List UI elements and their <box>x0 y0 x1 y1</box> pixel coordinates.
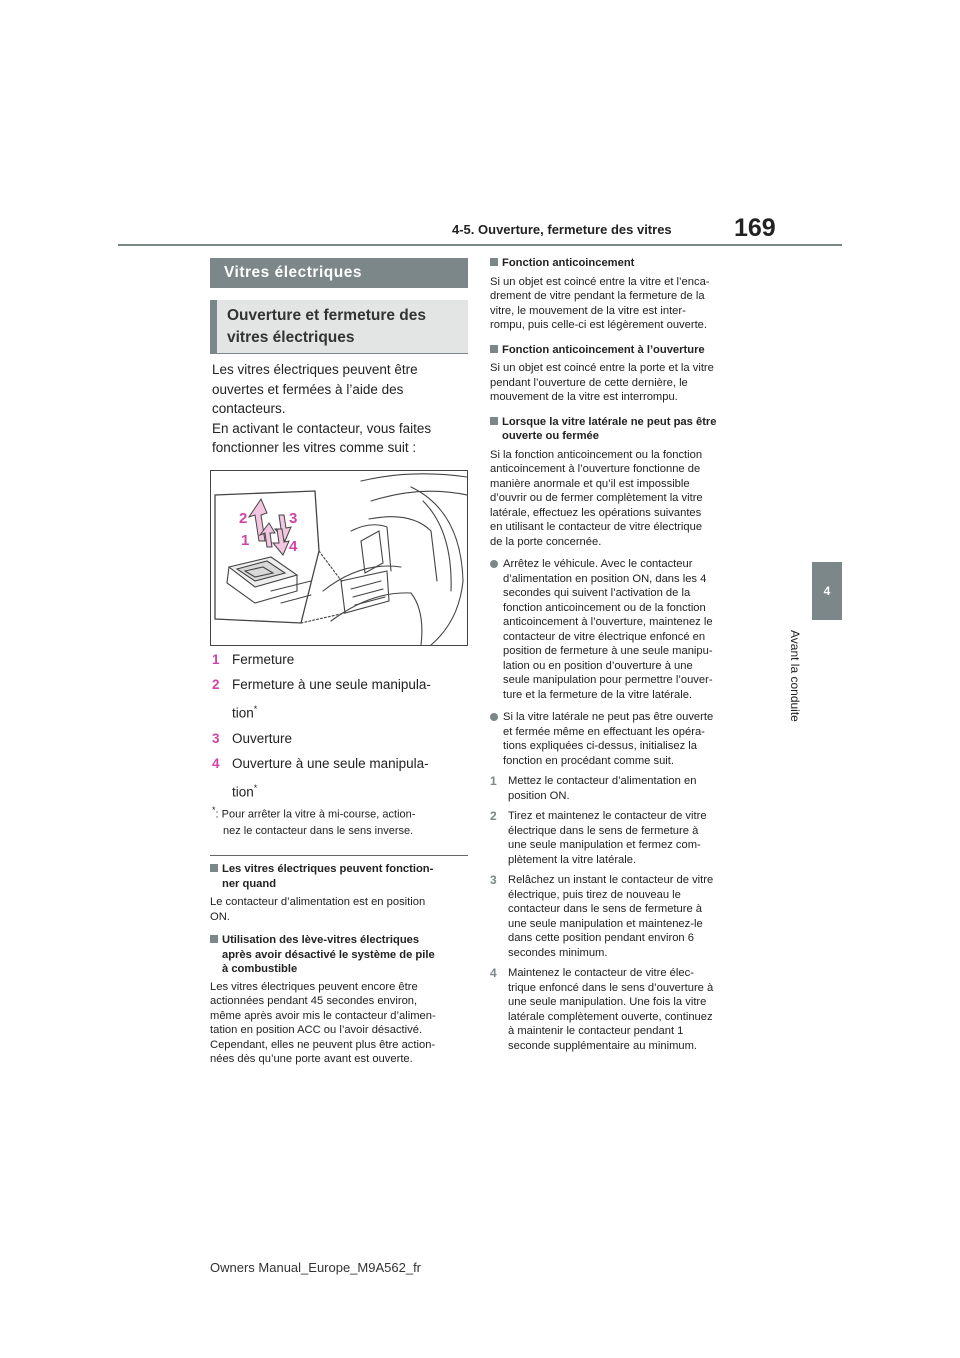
sub-heading <box>210 300 468 354</box>
step-number: 4 <box>212 755 220 771</box>
switch-step <box>212 754 474 802</box>
step-number: 1 <box>212 652 220 667</box>
footer-doc-id: Owners Manual_Europe_M9A562_fr <box>210 1260 422 1275</box>
step-text: Ouverture à une seule manipula- <box>232 755 429 771</box>
footnote-mark: * <box>253 782 258 793</box>
square-bullet-icon <box>490 417 498 425</box>
step-number: 4 <box>490 966 497 980</box>
footnote-line: nez le contacteur dans le sens inverse. <box>223 824 414 837</box>
bullet-item: Si la vitre latérale ne peut pas être ouverte et fermée même en effectuant les opéra- tions expliquées ci-dessus, initialisez la fonction en procédant comme suit. <box>490 710 752 768</box>
intro-line: fonctionner les vitres comme suit : <box>212 440 417 455</box>
right-notes <box>490 256 752 1053</box>
procedure-step: 2 Tirez et maintenez le contacteur de vitre électrique dans le sens de fermeture à une seule manipulation et fermez com- plètement la vitre latérale. <box>490 809 707 866</box>
note-heading: Lorsque la vitre latérale ne peut pas être ouverte ou fermée <box>490 415 752 444</box>
footnote-mark: * <box>212 805 216 815</box>
left-notes <box>210 862 472 1067</box>
note-heading: Fonction anticoincement à l’ouverture <box>490 343 752 358</box>
footnote-line: : Pour arrêter la vitre à mi-course, action- <box>215 808 416 821</box>
step-text-cont: tion <box>232 705 254 721</box>
note-body: Si un objet est coincé entre la vitre et l’enca- drement de vitre pendant la fermeture de la vitre, le mouvement de la vitre est inter- rompu, puis celle-ci est légèrement ouverte. <box>490 275 710 331</box>
note-body: Les vitres électriques peuvent encore être actionnées pendant 45 secondes environ, même après avoir mis le contacteur d’alimen- tation en position ACC ou l’avoir désactivé. Cependant, elles ne peuvent plus être action- nées dès qu’une porte avant est ouverte. <box>210 980 436 1065</box>
main-heading: Vitres électriques <box>210 258 468 288</box>
header-rule <box>118 244 842 246</box>
note-heading: Les vitres électriques peuvent fonction- ner quand <box>210 862 472 891</box>
figure-label-1: 1 <box>241 532 250 549</box>
switch-step <box>212 650 474 669</box>
step-number: 2 <box>212 677 220 692</box>
intro-line: contacteurs. <box>212 401 286 416</box>
step-text: Fermeture à une seule manipula- <box>232 677 431 692</box>
switch-step <box>212 675 474 723</box>
switch-steps <box>212 650 474 807</box>
procedure-step: 3 Relâchez un instant le contacteur de vitre électrique, puis tirez de nouveau le contacteur dans le sens de fermeture à une seule manipulation et maintenez-le dans cette position pendant environ 6 secondes minimum. <box>490 873 714 959</box>
procedure-step: 1 Mettez le contacteur d’alimentation en position ON. <box>490 774 697 802</box>
footnote-mark: * <box>253 704 258 714</box>
footnote <box>212 802 474 839</box>
figure-label-2: 2 <box>239 510 248 527</box>
step-text: Fermeture <box>232 652 295 667</box>
figure-label-3: 3 <box>289 510 298 527</box>
step-number: 3 <box>490 873 497 887</box>
chapter-tab: 4 <box>812 562 842 620</box>
step-text: Ouverture <box>232 730 293 746</box>
dot-bullet-icon <box>490 560 498 568</box>
switch-step <box>212 729 474 748</box>
note-body: Le contacteur d’alimentation est en position ON. <box>210 896 426 923</box>
square-bullet-icon <box>210 864 218 872</box>
section-title: 4-5. Ouverture, fermeture des vitres <box>452 222 672 237</box>
square-bullet-icon <box>490 258 498 266</box>
step-number: 3 <box>212 730 220 746</box>
intro-line: ouvertes et fermées à l’aide des <box>212 381 404 397</box>
section-rule <box>210 855 468 856</box>
procedure-step: 4 Maintenez le contacteur de vitre élec- trique enfoncé dans le sens d’ouverture à une seule manipulation. Une fois la vitre latérale complètement ouverte, continuez à maintenir le contacteur pendant 1 seconde supplémentaire au minimum. <box>490 966 714 1052</box>
note-heading: Fonction anticoincement <box>490 256 752 271</box>
intro-paragraph <box>212 360 474 458</box>
step-number: 2 <box>490 809 497 823</box>
note-heading: Utilisation des lève-vitres électriques après avoir désactivé le système de pile à combustible <box>210 933 472 977</box>
intro-line: En activant le contacteur, vous faites <box>212 420 432 436</box>
note-body: Si un objet est coincé entre la porte et la vitre pendant l’ouverture de cette dernière, le mouvement de la vitre est interrompu. <box>490 362 714 403</box>
bullet-item: Arrêtez le véhicule. Avec le contacteur d’alimentation en position ON, dans les 4 secondes qui suivent l’activation de la fonction anticoincement ou de la fonction anticoincement à l’ouverture, maintenez le contacteur de vitre électrique enfoncé en position de fermeture à une seule manipu- lation ou en position d’ouverture à une seule manipulation pour permettre l’ouver- ture et la fermeture de la vitre latérale. <box>490 557 752 702</box>
sub-heading-line: vitres électriques <box>227 329 355 346</box>
figure-label-4: 4 <box>289 538 298 555</box>
note-body: Si la fonction anticoincement ou la fonction anticoincement à l’ouverture fonctionne de manière anormale et qu’il est impossible d’ouvrir ou de fermer complètement la vitre latérale, effectuez les opérations suivantes en utilisant le contacteur de vitre électrique de la porte concernée. <box>490 448 703 548</box>
step-number: 1 <box>490 774 497 788</box>
page-number: 169 <box>734 214 776 242</box>
square-bullet-icon <box>210 935 218 943</box>
chapter-label: Avant la conduite <box>788 630 802 722</box>
window-switch-illustration <box>210 470 468 646</box>
sub-heading-line: Ouverture et fermeture des <box>227 307 426 324</box>
step-text-cont: tion <box>232 784 254 799</box>
intro-line: Les vitres électriques peuvent être <box>212 362 418 377</box>
dot-bullet-icon <box>490 713 498 721</box>
square-bullet-icon <box>490 345 498 353</box>
